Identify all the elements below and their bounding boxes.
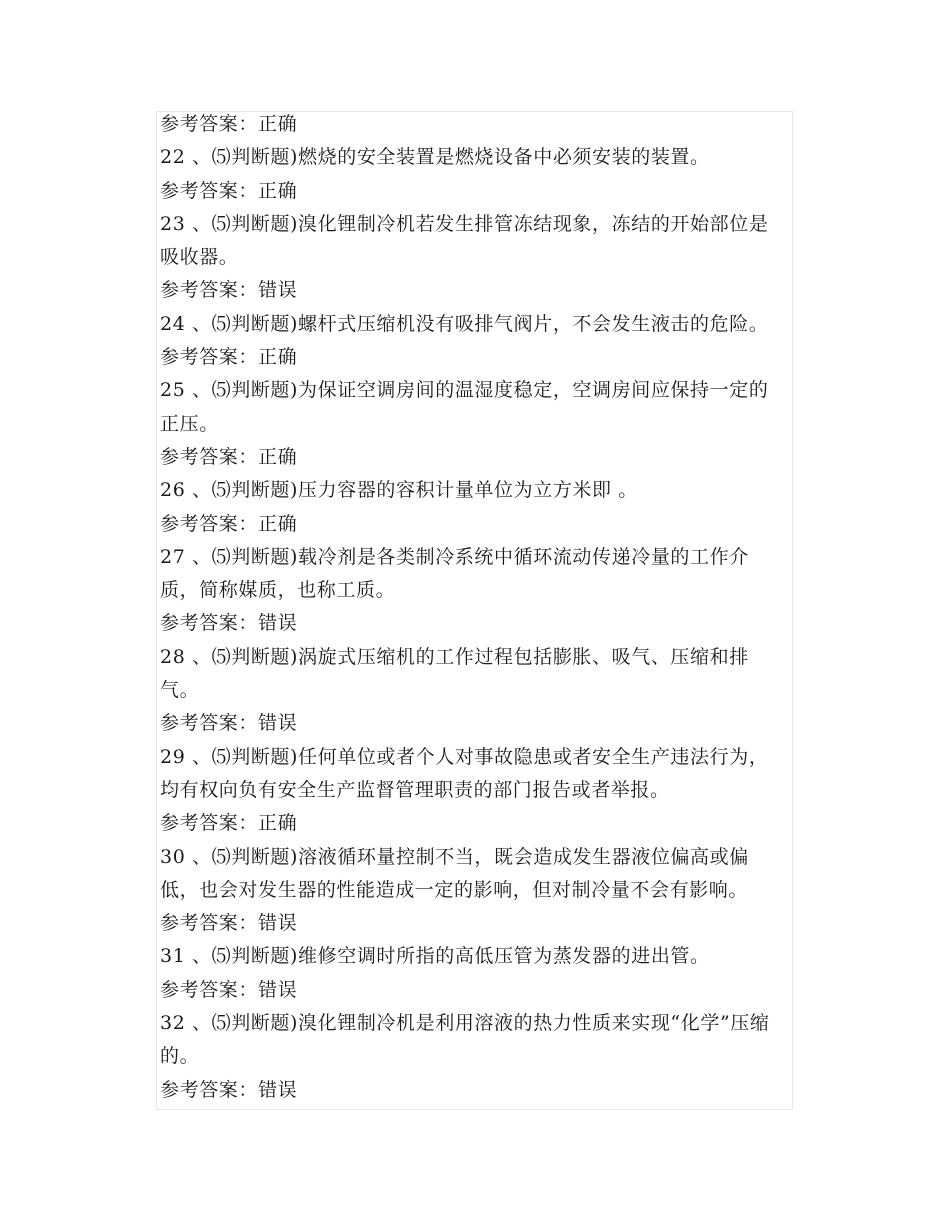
answer-line: 参考答案：错误: [160, 612, 298, 635]
question-line: 正压。: [160, 412, 219, 435]
question-line: 低，也会对发生器的性能造成一定的影响，但对制冷量不会有影响。: [160, 878, 749, 901]
question-line: 22 、⑸判断题)燃烧的安全装置是燃烧设备中必须安装的装置。: [160, 146, 710, 169]
answer-line: 参考答案：正确: [160, 445, 298, 468]
answer-line: 参考答案：正确: [160, 812, 298, 835]
question-line: 气。: [160, 679, 200, 702]
answer-line: 参考答案：错误: [160, 978, 298, 1001]
question-line: 31 、⑸判断题)维修空调时所指的高低压管为蒸发器的进出管。: [160, 945, 710, 968]
question-line: 均有权向负有安全生产监督管理职责的部门报告或者举报。: [160, 778, 670, 801]
answer-line: 参考答案：正确: [160, 512, 298, 535]
question-line: 的。: [160, 1045, 200, 1068]
answer-line: 参考答案：正确: [160, 113, 298, 135]
question-line: 26 、⑸判断题)压力容器的容积计量单位为立方米即 。: [160, 479, 638, 502]
question-line: 30 、⑸判断题)溶液循环量控制不当，既会造成发生器液位偏高或偏: [160, 845, 749, 868]
answer-line: 参考答案：正确: [160, 179, 298, 202]
question-list: [160, 108, 820, 1107]
question-line: 质，简称媒质，也称工质。: [160, 579, 396, 602]
question-line: 23 、⑸判断题)溴化锂制冷机若发生排管冻结现象，冻结的开始部位是: [160, 212, 769, 235]
question-line: 25 、⑸判断题)为保证空调房间的温湿度稳定，空调房间应保持一定的: [160, 379, 769, 402]
answer-line: 参考答案：正确: [160, 346, 298, 369]
question-line: 28 、⑸判断题)涡旋式压缩机的工作过程包括膨胀、吸气、压缩和排: [160, 645, 749, 668]
question-line: 29 、⑸判断题)任何单位或者个人对事故隐患或者安全生产违法行为，: [160, 745, 769, 768]
question-line: 32 、⑸判断题)溴化锂制冷机是利用溶液的热力性质来实现“化学”压缩: [160, 1012, 770, 1035]
question-line: 24 、⑸判断题)螺杆式压缩机没有吸排气阀片，不会发生液击的危险。: [160, 312, 769, 335]
answer-line: 参考答案：错误: [160, 712, 298, 735]
answer-line: 参考答案：错误: [160, 1078, 298, 1101]
answer-line: 参考答案：错误: [160, 912, 298, 935]
question-line: 吸收器。: [160, 246, 239, 269]
answer-line: 参考答案：错误: [160, 279, 298, 302]
question-line: 27 、⑸判断题)载冷剂是各类制冷系统中循环流动传递冷量的工作介: [160, 545, 749, 568]
